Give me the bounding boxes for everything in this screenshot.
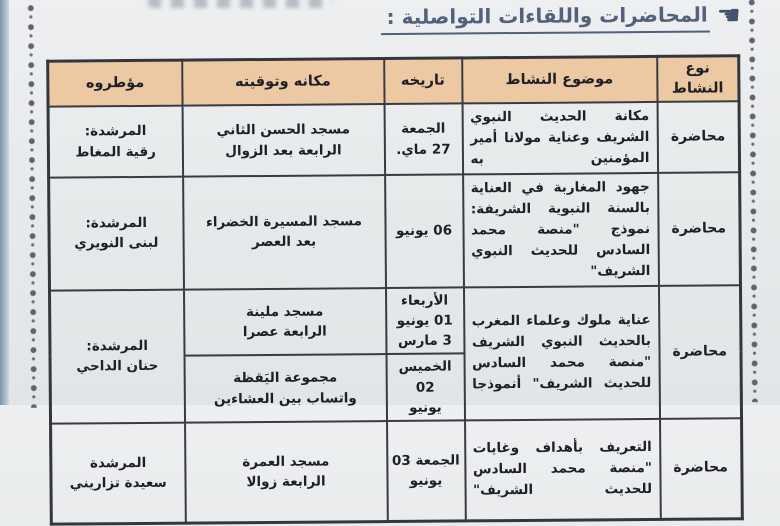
cell-supervisor: المرشدة: حنان الداحي xyxy=(49,289,184,424)
cell-activity-type: محاضرة xyxy=(660,418,743,519)
section-title-row xyxy=(380,2,741,35)
cell-place-time: مسجد الحسن الثاني الرابعة بعد الزوال xyxy=(182,104,385,176)
table-header-row xyxy=(48,56,739,107)
cell-subject: جهود المغاربة في العناية بالسنة النبوية الشريفة: نموذج "منصة محمد السادس للحديث النبوي الشريف" xyxy=(463,173,659,287)
cell-date: الخميس 02 يونيو xyxy=(386,354,465,421)
cell-activity-type: محاضرة xyxy=(658,172,741,285)
cell-date: الجمعة 03 يونيو xyxy=(387,420,466,521)
header-cell-supervisor: مؤطروه xyxy=(48,60,182,107)
ornamental-chain-border-right xyxy=(747,0,760,402)
cell-activity-type: محاضرة xyxy=(658,285,741,419)
table-row xyxy=(48,101,740,177)
ornamental-chain-border-left xyxy=(26,3,39,408)
cell-supervisor: المرشدة سعيدة تزاريني xyxy=(51,423,186,524)
cell-subject: التعريف بأهداف وغايات "منصة محمد السادس للحديث الشريف" xyxy=(465,419,661,521)
cell-supervisor: المرشدة: رقية المغاط xyxy=(48,106,183,178)
table-row xyxy=(49,172,741,290)
cell-date: 06 يونيو xyxy=(385,174,464,287)
cell-supervisor: المرشدة: لبنى النويري xyxy=(49,177,184,291)
section-title: المحاضرات واللقاءات التواصلية : xyxy=(380,2,709,35)
activities-table-wrap xyxy=(46,54,741,525)
cell-place-time: مجموعة اليَقظة واتساب بين العشاءين xyxy=(184,354,387,422)
cell-place-time: مسجد المسيرة الخضراء بعد العصر xyxy=(183,175,386,289)
cell-place-time: مسجد ملينة الرابعة عصرا xyxy=(183,288,386,356)
cell-subject: عناية ملوك وعلماء المغرب بالحديث النبوي الشريف "منصة محمد السادس للحديث الشريف" أنموذجا xyxy=(463,285,659,420)
cell-date: الجمعة 27 ماي. xyxy=(384,104,463,175)
header-cell-subject: موضوع النشاط xyxy=(462,56,657,103)
header-cell-place-time: مكانه وتوقيته xyxy=(182,59,384,106)
header-cell-date: تاريخه xyxy=(384,58,462,104)
activities-table xyxy=(46,54,744,525)
table-row xyxy=(51,418,743,523)
cell-subject: مكانة الحديث النبوي الشريف وعناية مولانا أمير المؤمنين به xyxy=(462,102,658,174)
table-row xyxy=(49,285,741,357)
hand-pointing-left-icon: ☚ xyxy=(716,0,741,31)
cell-activity-type: محاضرة xyxy=(657,101,740,172)
cell-place-time: مسجد العمرة الرابعة زوالا xyxy=(185,421,388,523)
cell-date: الأربعاء 01 يونيو 3 مارس xyxy=(385,287,464,354)
header-cell-activity-type: نوع النشاط xyxy=(657,56,739,102)
